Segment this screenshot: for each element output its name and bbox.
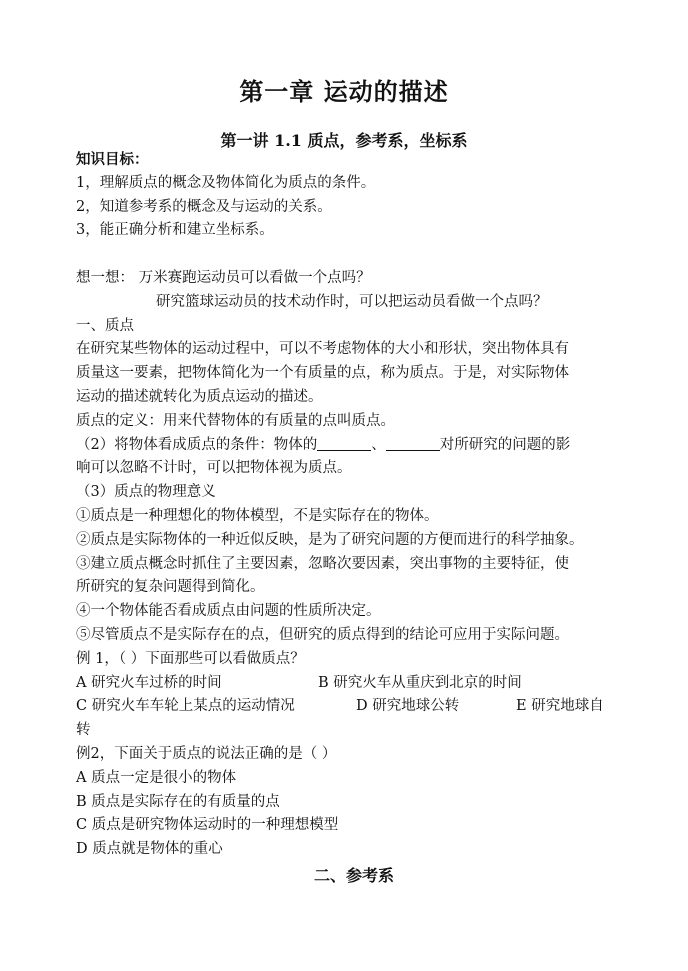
example1-option-b: B 研究火车从重庆到北京的时间: [318, 674, 522, 691]
example1-option-c: C 研究火车车轮上某点的运动情况: [76, 698, 295, 715]
chapter-title: 第一章 运动的描述: [239, 77, 449, 106]
particle-condition: [76, 434, 632, 458]
meaning-item-3: ③建立质点概念时抓住了主要因素，忽略次要因素，突出事物的主要特征，使: [76, 555, 569, 572]
condition-text-pre: （2）将物体看成质点的条件：物体的: [76, 436, 318, 453]
meaning-item-5: ⑤尽管质点不是实际存在的点，但研究的质点得到的结论可应用于实际问题。: [76, 626, 569, 643]
example2-option-a: A 质点一定是很小的物体: [76, 769, 237, 786]
example1-question: 例 1，（ ）下面那些可以看做质点？: [76, 650, 305, 667]
meaning-item-1: ①质点是一种理想化的物体模型，不是实际存在的物体。: [76, 507, 439, 524]
example1-option-a: A 研究火车过桥的时间: [76, 674, 222, 691]
meaning-item-2: ②质点是实际物体的一种近似反映，是为了研究问题的方便而进行的科学抽象。: [76, 531, 584, 548]
particle-condition-cont: 响可以忽略不计时，可以把物体视为质点。: [76, 460, 352, 477]
example1-option-d: D 研究地球公转: [356, 698, 460, 715]
condition-separator: 、: [371, 436, 386, 453]
fill-blank-1[interactable]: [317, 436, 371, 451]
think-question-2: 研究篮球运动员的技术动作时，可以把运动员看做一个点吗？: [156, 293, 548, 310]
section1-heading: 一、质点: [76, 317, 134, 334]
example1-options-row-2: [76, 695, 632, 719]
lesson-title: 第一讲 1.1 质点，参考系，坐标系: [220, 131, 468, 150]
example2-question: 例2，下面关于质点的说法正确的是（ ）: [76, 745, 337, 762]
document-body: [76, 148, 632, 888]
think-question-1: 想一想： 万米赛跑运动员可以看做一个点吗？: [76, 269, 371, 286]
example1-options-row-1: [76, 672, 632, 696]
example2-option-b: B 质点是实际存在的有质量的点: [76, 793, 280, 810]
particle-definition: 质点的定义：用来代替物体的有质量的点叫质点。: [76, 412, 395, 429]
section1-paragraph-line-1: 在研究某些物体的运动过程中，可以不考虑物体的大小和形状，突出物体具有: [76, 341, 569, 358]
example1-option-e-cont: 转: [76, 722, 91, 739]
spacer: [76, 243, 632, 267]
meaning-heading: （3）质点的物理意义: [76, 484, 216, 501]
section1-paragraph-line-2: 质量这一要素，把物体简化为一个有质量的点，称为质点。于是，对实际物体: [76, 365, 569, 382]
objectives-heading: 知识目标：: [76, 151, 149, 168]
condition-text-post: 对所研究的问题的影: [439, 436, 571, 453]
objective-item-2: 2，知道参考系的概念及与运动的关系。: [76, 198, 332, 215]
meaning-item-3-cont: 所研究的复杂问题得到简化。: [76, 579, 265, 596]
objective-item-3: 3，能正确分析和建立坐标系。: [76, 222, 274, 239]
example2-option-d: D 质点就是物体的重心: [76, 841, 223, 858]
example2-option-c: C 质点是研究物体运动时的一种理想模型: [76, 817, 339, 834]
meaning-item-4: ④一个物体能否看成质点由问题的性质所决定。: [76, 603, 381, 620]
section2-heading: 二、参考系: [313, 865, 394, 885]
objective-item-1: 1，理解质点的概念及物体简化为质点的条件。: [76, 174, 376, 191]
section1-paragraph-line-3: 运动的描述就转化为质点运动的描述。: [76, 388, 323, 405]
fill-blank-2[interactable]: [386, 436, 440, 451]
example1-option-e: E 研究地球自: [516, 698, 604, 715]
